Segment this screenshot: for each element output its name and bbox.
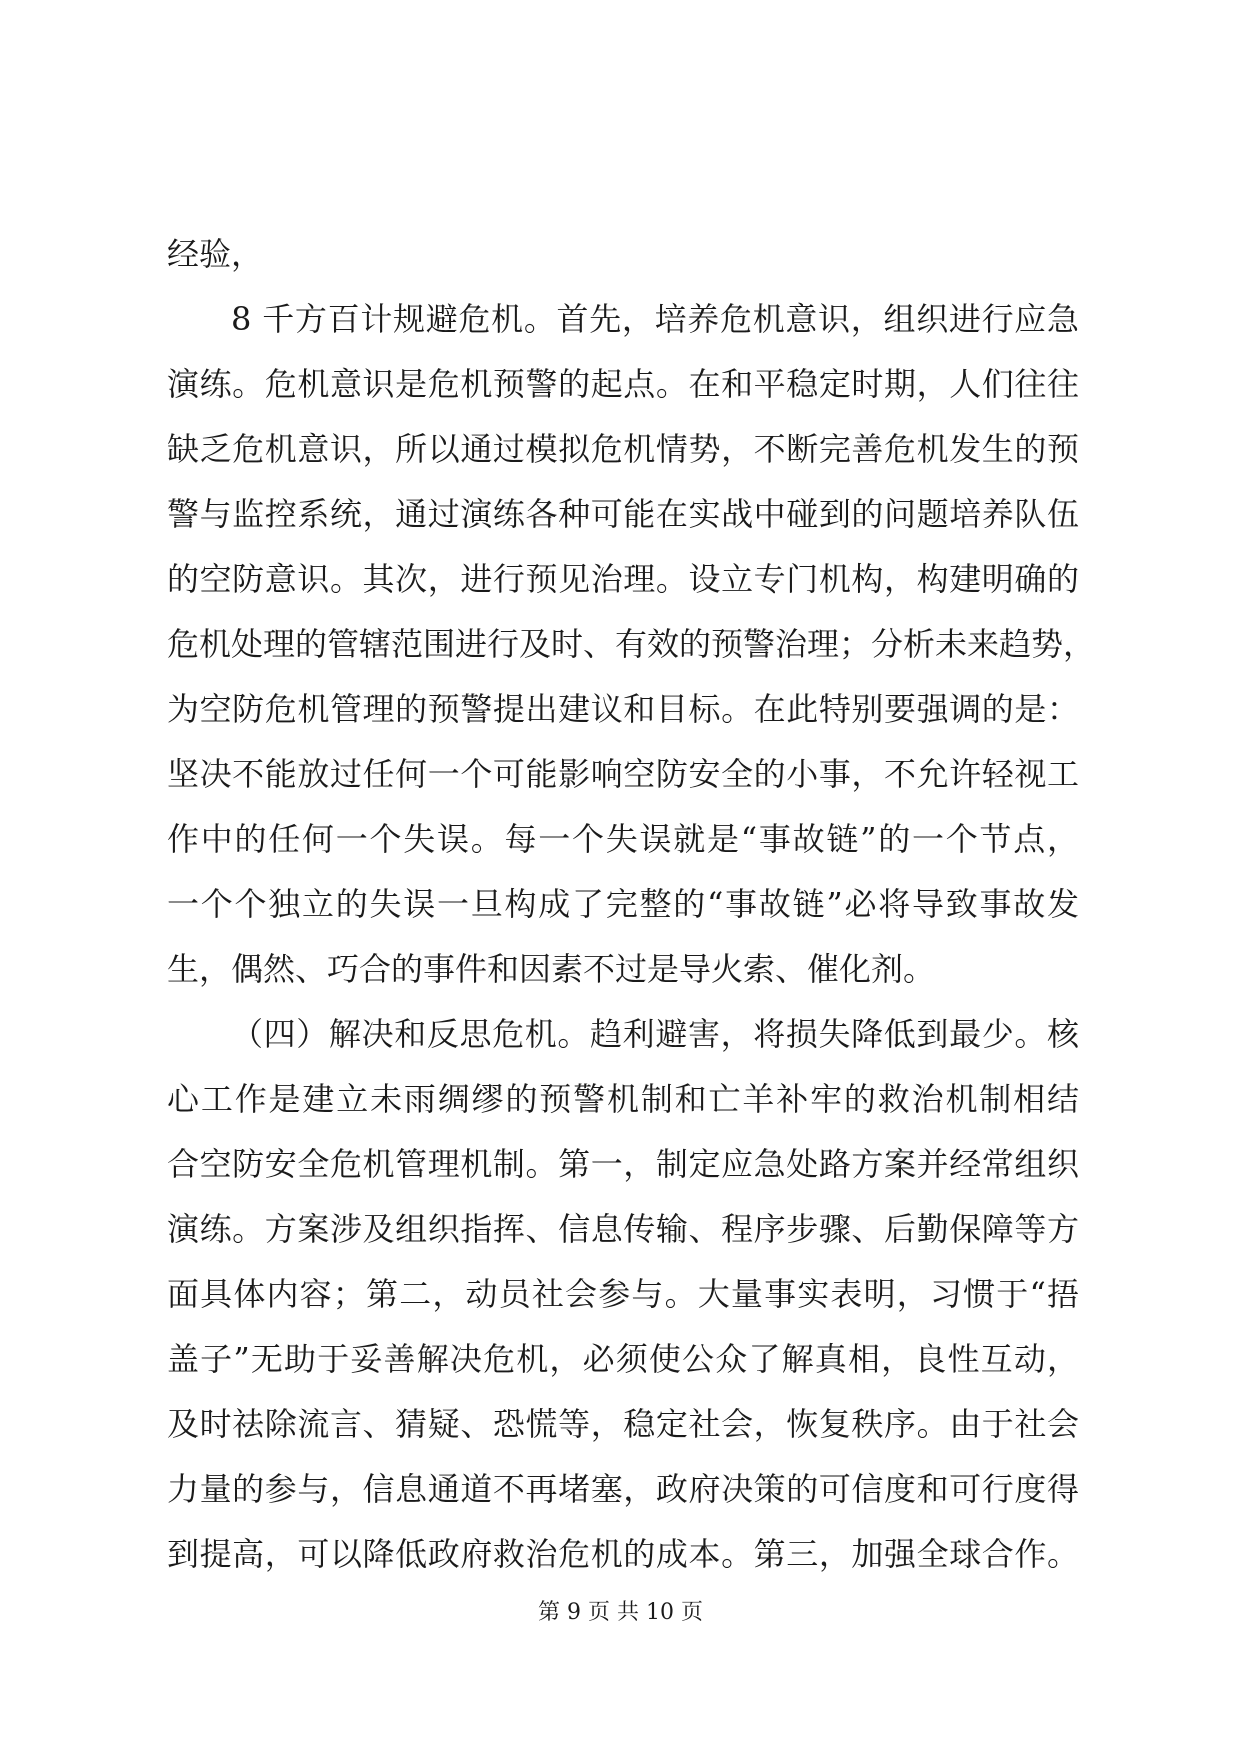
- text-line: 到提高，可以降低政府救治危机的成本。第三，加强全球合作。: [167, 1535, 1079, 1573]
- text-line: 经验，: [167, 235, 264, 273]
- text-line: 危机处理的管辖范围进行及时、有效的预警治理；分析未来趋势，: [167, 625, 1096, 663]
- text-line: （四）解决和反思危机。趋利避害，将损失降低到最少。核: [231, 1015, 1079, 1053]
- document-body: [167, 222, 1096, 1587]
- text-line: 为空防危机管理的预警提出建议和目标。在此特别要强调的是：: [167, 690, 1079, 728]
- text-line: 演练。方案涉及组织指挥、信息传输、程序步骤、后勤保障等方: [167, 1210, 1079, 1248]
- text-line: 盖子”无助于妥善解决危机，必须使公众了解真相，良性互动，: [167, 1340, 1079, 1378]
- text-line: 坚决不能放过任何一个可能影响空防安全的小事，不允许轻视工: [167, 755, 1079, 793]
- text-line: 合空防安全危机管理机制。第一，制定应急处路方案并经常组织: [167, 1145, 1079, 1183]
- page-number-footer: 第 9 页 共 10 页: [538, 1600, 703, 1625]
- text-line: 生，偶然、巧合的事件和因素不过是导火索、催化剂。: [167, 950, 936, 988]
- text-line: 作中的任何一个失误。每一个失误就是“事故链”的一个节点，: [167, 820, 1079, 858]
- text-line: 一个个独立的失误一旦构成了完整的“事故链”必将导致事故发: [167, 885, 1079, 923]
- text-line: 8 千方百计规避危机。首先，培养危机意识，组织进行应急: [231, 300, 1079, 338]
- text-line: 演练。危机意识是危机预警的起点。在和平稳定时期，人们往往: [167, 365, 1079, 403]
- text-line: 的空防意识。其次，进行预见治理。设立专门机构，构建明确的: [167, 560, 1079, 598]
- text-line: 及时祛除流言、猜疑、恐慌等，稳定社会，恢复秩序。由于社会: [167, 1405, 1079, 1443]
- text-line: 警与监控系统，通过演练各种可能在实战中碰到的问题培养队伍: [167, 495, 1079, 533]
- text-line: 心工作是建立未雨绸缪的预警机制和亡羊补牢的救治机制相结: [167, 1080, 1079, 1118]
- text-line: 力量的参与，信息通道不再堵塞，政府决策的可信度和可行度得: [167, 1470, 1079, 1508]
- text-line: 面具体内容；第二，动员社会参与。大量事实表明，习惯于“捂: [167, 1275, 1079, 1313]
- text-line: 缺乏危机意识，所以通过模拟危机情势，不断完善危机发生的预: [167, 430, 1079, 468]
